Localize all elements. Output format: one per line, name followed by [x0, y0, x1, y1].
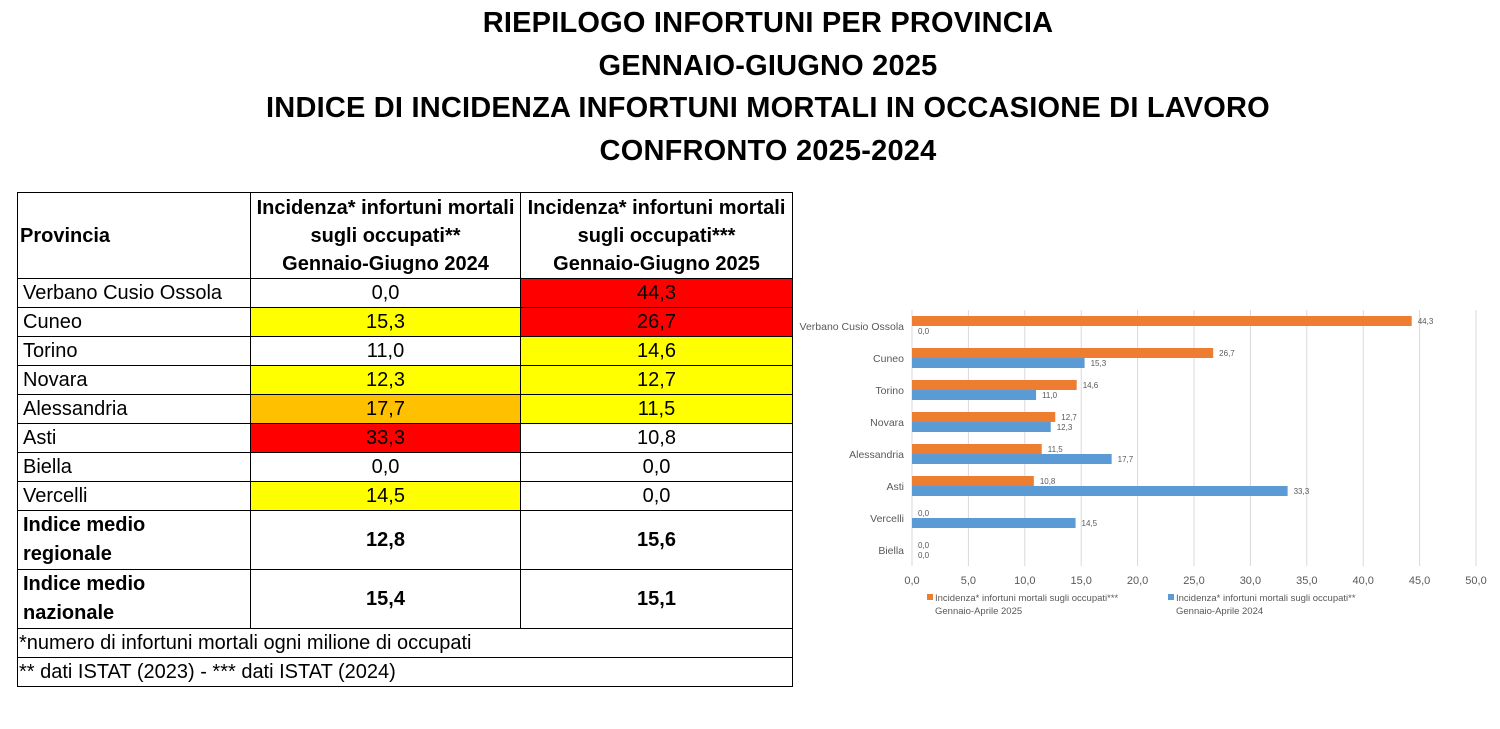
- legend-label-line-2: Gennaio-Aprile 2025: [935, 606, 1023, 617]
- value-2025: 14,6: [521, 337, 793, 366]
- value-2025: 0,0: [521, 482, 793, 511]
- province-name: Cuneo: [18, 308, 251, 337]
- data-label: 44,3: [1417, 317, 1434, 326]
- category-label: Torino: [875, 385, 904, 397]
- x-tick-label: 5,0: [960, 575, 977, 587]
- title-line-4: CONFRONTO 2025-2024: [599, 134, 937, 167]
- table-row: [18, 308, 793, 337]
- header-2024-line-2: sugli occupati**: [310, 224, 461, 247]
- regional-average-label: [18, 511, 251, 570]
- title-line-3: INDICE DI INCIDENZA INFORTUNI MORTALI IN OCCASIONE DI LAVORO: [266, 92, 1270, 124]
- bar-2025: [912, 476, 1034, 486]
- value-2024: 11,0: [251, 337, 521, 366]
- legend-label-line-2: Gennaio-Aprile 2024: [1176, 606, 1264, 617]
- value-2025: 10,8: [521, 424, 793, 453]
- province-name: Alessandria: [18, 395, 251, 424]
- header-2024: [251, 193, 521, 279]
- table-row: [18, 482, 793, 511]
- x-tick-label: 25,0: [1183, 575, 1205, 587]
- bar-2025: [912, 316, 1412, 326]
- table-row: [18, 424, 793, 453]
- table-row: [18, 395, 793, 424]
- x-tick-label: 20,0: [1126, 575, 1149, 587]
- data-label: 0,0: [918, 551, 930, 560]
- bar-2025: [912, 412, 1055, 422]
- title-line-2: GENNAIO-GIUGNO 2025: [598, 49, 938, 82]
- incidence-bar-chart: [790, 300, 1500, 630]
- value-2024: 17,7: [251, 395, 521, 424]
- bar-2024: [912, 358, 1085, 368]
- value-2025: 0,0: [521, 453, 793, 482]
- category-label: Verbano Cusio Ossola: [799, 321, 904, 333]
- national-average-label: [18, 570, 251, 629]
- header-2025-line-2: sugli occupati***: [577, 224, 736, 247]
- national-average-row: [18, 570, 793, 629]
- bar-2025: [912, 348, 1213, 358]
- x-tick-label: 10,0: [1014, 575, 1036, 587]
- x-tick-label: 40,0: [1352, 575, 1374, 587]
- incidence-table: [17, 192, 793, 687]
- data-label: 17,7: [1117, 455, 1134, 464]
- data-label: 33,3: [1293, 487, 1310, 496]
- table-header-row: [18, 193, 793, 279]
- legend-swatch: [1168, 594, 1174, 600]
- x-tick-label: 50,0: [1465, 575, 1487, 587]
- header-2024-line-3: Gennaio-Giugno 2024: [282, 252, 489, 275]
- value-2024: 33,3: [251, 424, 521, 453]
- legend-label: Incidenza* infortuni mortali sugli occupati**: [1176, 593, 1356, 604]
- data-label: 0,0: [918, 509, 930, 518]
- x-tick-label: 35,0: [1296, 575, 1318, 587]
- data-label: 0,0: [918, 541, 930, 550]
- x-tick-label: 0,0: [904, 575, 920, 587]
- data-label: 26,7: [1219, 349, 1235, 358]
- table-row: [18, 279, 793, 308]
- data-label: 10,8: [1039, 477, 1056, 486]
- data-label: 12,3: [1056, 423, 1073, 432]
- table-row: [18, 366, 793, 395]
- header-2025-line-1: Incidenza* infortuni mortali: [527, 196, 786, 219]
- province-name: Verbano Cusio Ossola: [18, 279, 251, 308]
- bar-2025: [912, 444, 1042, 454]
- regional-average-2024: 12,8: [251, 511, 521, 570]
- value-2025: 26,7: [521, 308, 793, 337]
- title-block: [0, 2, 1500, 172]
- bar-2024: [912, 486, 1288, 496]
- national-average-label-line-1: Indice medio: [23, 573, 146, 595]
- data-label: 0,0: [918, 327, 930, 336]
- bar-2024: [912, 422, 1051, 432]
- regional-average-label-line-1: Indice medio: [23, 514, 146, 536]
- x-tick-label: 15,0: [1070, 575, 1092, 587]
- x-tick-label: 30,0: [1239, 575, 1262, 587]
- province-name: Asti: [18, 424, 251, 453]
- table-row: [18, 337, 793, 366]
- data-label: 11,5: [1047, 445, 1063, 454]
- regional-average-2025: 15,6: [521, 511, 793, 570]
- category-label: Biella: [878, 545, 904, 557]
- x-tick-label: 45,0: [1408, 575, 1431, 587]
- header-2024-line-1: Incidenza* infortuni mortali: [256, 196, 515, 219]
- value-2024: 14,5: [251, 482, 521, 511]
- category-label: Asti: [886, 481, 904, 493]
- header-2025: [521, 193, 793, 279]
- value-2025: 11,5: [521, 395, 793, 424]
- value-2024: 15,3: [251, 308, 521, 337]
- bar-2024: [912, 390, 1036, 400]
- data-label: 15,3: [1090, 359, 1107, 368]
- regional-average-row: [18, 511, 793, 570]
- table-row: [18, 453, 793, 482]
- category-label: Alessandria: [849, 449, 904, 461]
- province-name: Torino: [18, 337, 251, 366]
- data-label: 14,6: [1082, 381, 1099, 390]
- footnote-row-2: [18, 658, 793, 687]
- footnote-row-1: [18, 629, 793, 658]
- data-label: 11,0: [1042, 391, 1058, 400]
- province-name: Biella: [18, 453, 251, 482]
- header-provincia: Provincia: [18, 193, 251, 279]
- bar-2025: [912, 380, 1077, 390]
- legend-swatch: [927, 594, 933, 600]
- bar-2024: [912, 518, 1076, 528]
- province-name: Novara: [18, 366, 251, 395]
- data-label: 14,5: [1081, 519, 1098, 528]
- national-average-2024: 15,4: [251, 570, 521, 629]
- regional-average-label-line-2: regionale: [23, 543, 112, 565]
- value-2024: 12,3: [251, 366, 521, 395]
- footnote-1: *numero di infortuni mortali ogni milione di occupati: [18, 629, 793, 658]
- value-2025: 12,7: [521, 366, 793, 395]
- header-2025-line-3: Gennaio-Giugno 2025: [553, 252, 760, 275]
- value-2025: 44,3: [521, 279, 793, 308]
- data-label: 12,7: [1061, 413, 1077, 422]
- category-label: Vercelli: [870, 513, 904, 525]
- category-label: Novara: [870, 417, 904, 429]
- bar-2024: [912, 454, 1112, 464]
- value-2024: 0,0: [251, 279, 521, 308]
- province-name: Vercelli: [18, 482, 251, 511]
- footnote-2: ** dati ISTAT (2023) - *** dati ISTAT (2024): [18, 658, 793, 687]
- category-label: Cuneo: [873, 353, 904, 365]
- national-average-2025: 15,1: [521, 570, 793, 629]
- legend-label: Incidenza* infortuni mortali sugli occupati***: [935, 593, 1119, 604]
- national-average-label-line-2: nazionale: [23, 602, 115, 624]
- value-2024: 0,0: [251, 453, 521, 482]
- title-line-1: RIEPILOGO INFORTUNI PER PROVINCIA: [482, 7, 1054, 39]
